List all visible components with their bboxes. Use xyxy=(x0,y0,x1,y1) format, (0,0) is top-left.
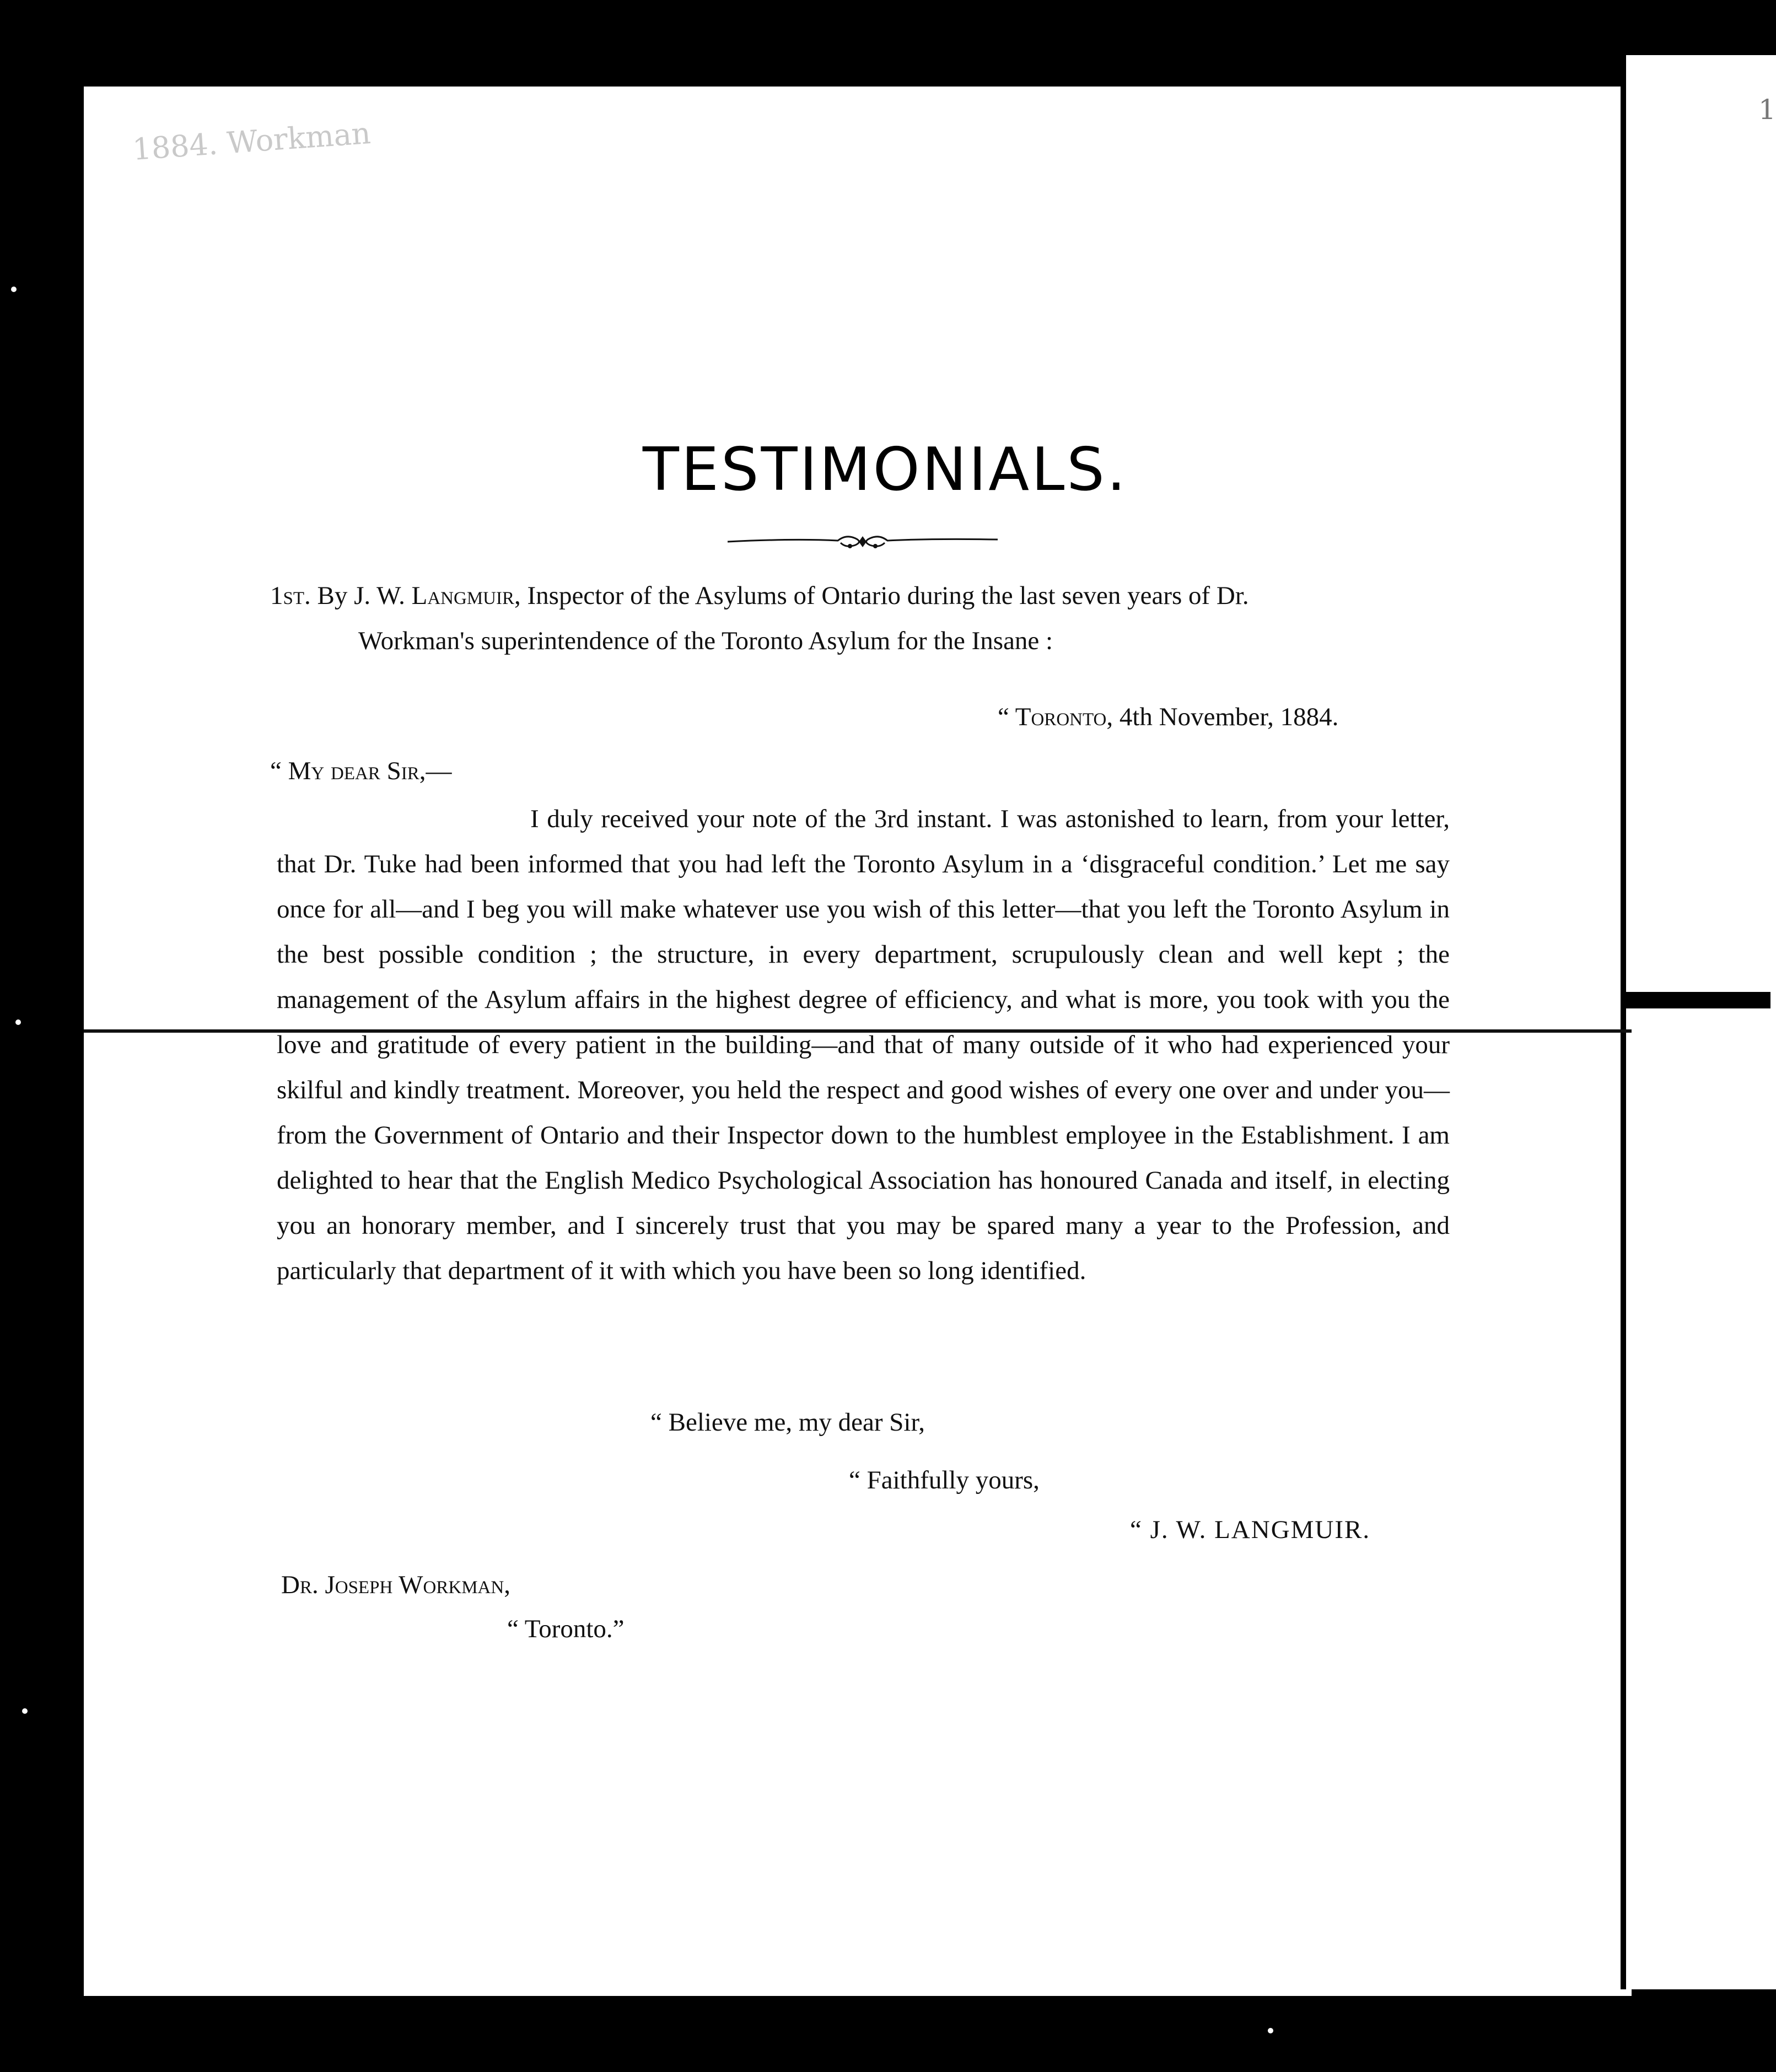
letter-signature: “ J. W. LANGMUIR. xyxy=(1130,1515,1371,1544)
title-ornament-icon xyxy=(728,526,998,554)
adjacent-page-fold xyxy=(1626,992,1770,1008)
document-title: TESTIMONIALS. xyxy=(642,435,1128,504)
intro-line-1: Inspector of the Asylums of Ontario during the last seven years of Dr. xyxy=(527,581,1249,610)
letter-salutation: “ My dear Sir,— xyxy=(270,757,452,785)
letter-closing-1: “ Believe me, my dear Sir, xyxy=(650,1408,925,1437)
letter-body: I duly received your note of the 3rd instant. I was astonished to learn, from your letter, that Dr. Tuke had been informed that you had left the Toronto Asylum in a ‘disgraceful condition.’ Let me say once for all—and I beg you will make whatever use you wish of this letter—that you left the Toronto Asylum in the best possible condition ; the structure, in every department, scrupulously clean and well kept ; the management of the Asylum affairs in the highest degree of efficiency, and what is more, you took with you the love and gratitude of every patient in the building—and that of many outside of it who had experienced your skilful and kindly treatment. Moreover, you held the respect and good wishes of every one over and under you—from the Government of Ontario and their Inspector down to the humblest employee in the Establishment. I am delighted to hear that the English Medico Psychological Association has honoured Canada and itself, in electing you an honorary member, and I sincerely trust that you may be spared many a year to the Profession, and particularly that department of it with which you have been so long identified. xyxy=(277,805,1450,1285)
intro-by: By xyxy=(317,581,348,610)
dateline-date: 4th November, 1884. xyxy=(1119,703,1339,731)
adjacent-page-edge xyxy=(1621,55,1776,1989)
scan-speck xyxy=(22,1708,28,1714)
adjacent-page-mark: 1 xyxy=(1758,94,1776,126)
scan-speck xyxy=(11,287,17,292)
scan-speck xyxy=(15,1019,21,1025)
addressee-city: “ Toronto.” xyxy=(507,1615,625,1643)
intro-ordinal: 1st. xyxy=(270,581,311,610)
scan-speck xyxy=(1268,2028,1273,2033)
dateline-place: “ Toronto, xyxy=(998,703,1113,731)
testimonial-intro xyxy=(270,573,1450,663)
intro-author: J. W. Langmuir, xyxy=(354,581,521,610)
intro-line-2: Workman's superintendence of the Toronto Asylum for the Insane : xyxy=(358,627,1053,655)
pencil-annotation: 1884. Workman xyxy=(131,115,372,168)
letter-dateline xyxy=(998,694,1338,740)
letter-closing-2: “ Faithfully yours, xyxy=(849,1466,1040,1494)
addressee-name: Dr. Joseph Workman, xyxy=(281,1571,510,1599)
